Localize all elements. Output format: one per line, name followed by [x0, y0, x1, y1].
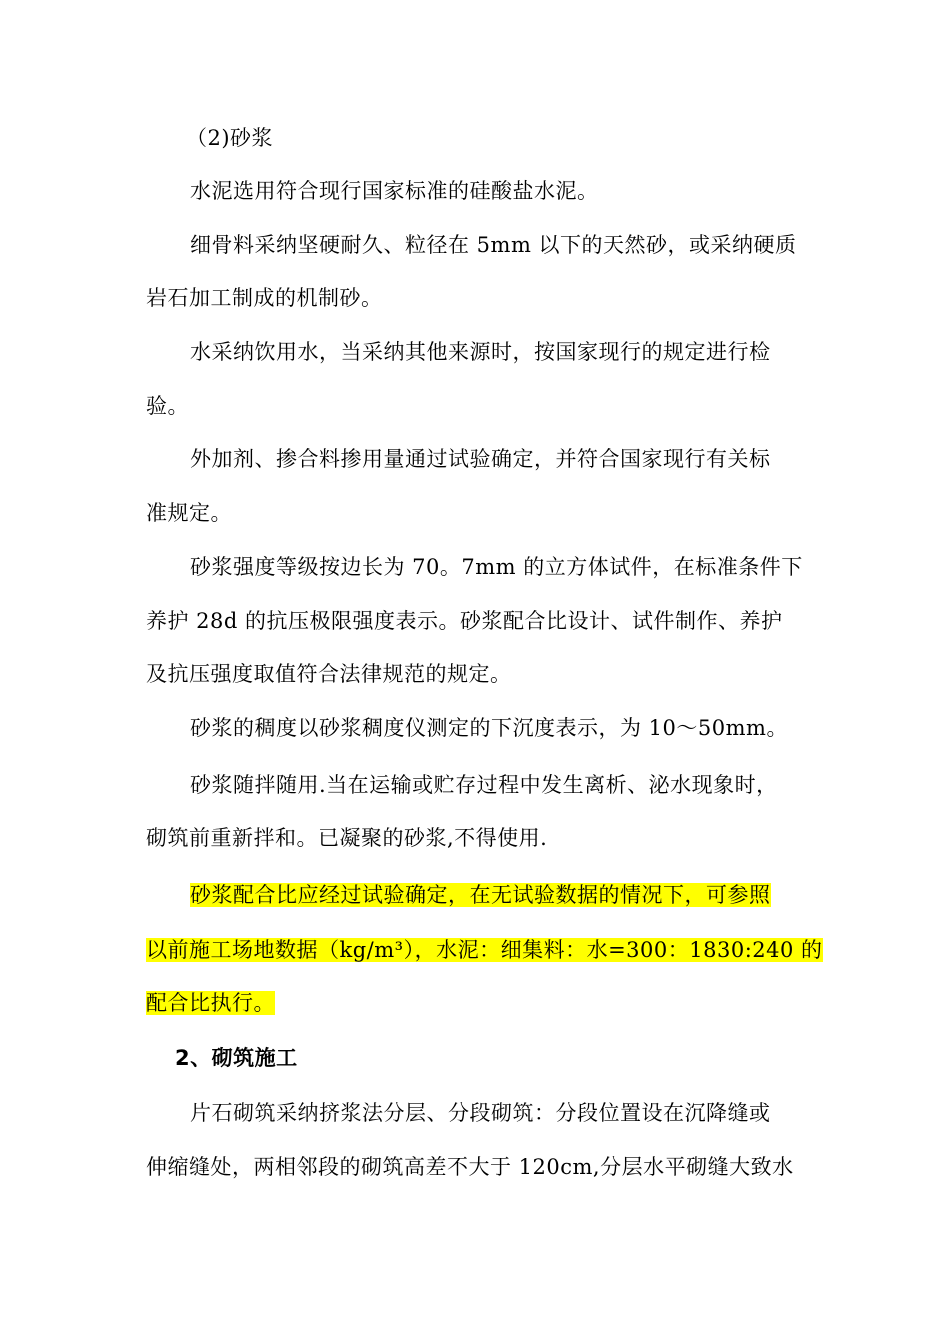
- paragraph-mixing-line1: 砂浆随拌随用.当在运输或贮存过程中发生离析、泌水现象时，: [190, 773, 778, 797]
- paragraph-fine-aggregate-line1: 细骨料采纳坚硬耐久、粒径在 5mm 以下的天然砂，或采纳硬质: [190, 233, 797, 257]
- paragraph-consistency: 砂浆的稠度以砂浆稠度仪测定的下沉度表示，为 10～50mm。: [190, 716, 788, 740]
- paragraph-fine-aggregate-line2: 岩石加工制成的机制砂。: [146, 286, 383, 310]
- paragraph-strength-line3: 及抗压强度取值符合法律规范的规定。: [146, 662, 512, 686]
- highlighted-text: 以前施工场地数据（kg/m³），水泥：细集料：水=300：1830:240 的: [146, 938, 823, 962]
- paragraph-mix-ratio-line2: [146, 935, 823, 965]
- paragraph-mixing-line2: 砌筑前重新拌和。已凝聚的砂浆,不得使用.: [146, 826, 548, 850]
- paragraph-admixture-line1: 外加剂、掺合料掺用量通过试验确定，并符合国家现行有关标: [190, 447, 771, 471]
- paragraph-mix-ratio-line3: [146, 988, 275, 1018]
- highlighted-text: 砂浆配合比应经过试验确定，在无试验数据的情况下，可参照: [190, 883, 771, 907]
- paragraph-mix-ratio-line1: [190, 880, 771, 910]
- section-heading-masonry: 2、砌筑施工: [175, 1046, 298, 1070]
- paragraph-water-line2: 验。: [146, 394, 189, 418]
- paragraph-strength-line1: 砂浆强度等级按边长为 70。7mm 的立方体试件，在标准条件下: [190, 555, 803, 579]
- highlighted-text: 配合比执行。: [146, 991, 275, 1015]
- subsection-title-mortar: （2)砂浆: [186, 126, 274, 150]
- paragraph-strength-line2: 养护 28d 的抗压极限强度表示。砂浆配合比设计、试件制作、养护: [146, 609, 783, 633]
- paragraph-water-line1: 水采纳饮用水，当采纳其他来源时，按国家现行的规定进行检: [190, 340, 771, 364]
- paragraph-cement: 水泥选用符合现行国家标准的硅酸盐水泥。: [190, 179, 599, 203]
- paragraph-masonry-line2: 伸缩缝处，两相邻段的砌筑高差不大于 120cm,分层水平砌缝大致水: [146, 1155, 794, 1179]
- paragraph-masonry-line1: 片石砌筑采纳挤浆法分层、分段砌筑：分段位置设在沉降缝或: [190, 1101, 771, 1125]
- paragraph-admixture-line2: 准规定。: [146, 501, 232, 525]
